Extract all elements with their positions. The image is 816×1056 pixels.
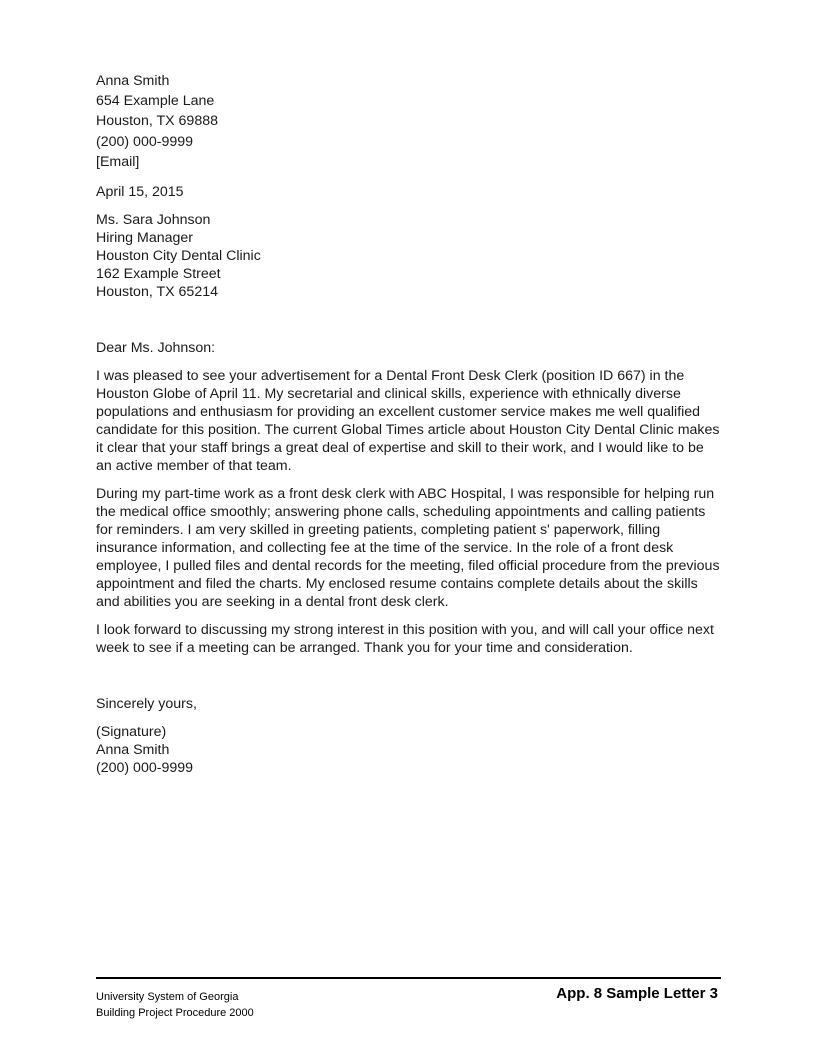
sender-city: Houston, TX 69888 [96,113,218,130]
footer-left-block [96,989,254,1021]
footer-doc: Building Project Procedure 2000 [96,1007,254,1019]
sender-street: 654 Example Lane [96,93,215,110]
closing: Sincerely yours, [96,696,197,712]
footer-label: App. 8 Sample Letter 3 [556,985,718,1002]
salutation: Dear Ms. Johnson: [96,340,216,356]
recipient-company: Houston City Dental Clinic [96,248,261,264]
recipient-city: Houston, TX 65214 [96,284,218,300]
recipient-title: Hiring Manager [96,230,193,246]
sender-phone: (200) 000-9999 [96,133,194,150]
signature-phone: (200) 000-9999 [96,760,194,776]
recipient-street: 162 Example Street [96,266,221,282]
body-paragraph-1: I was pleased to see your advertisement for a Dental Front Desk Clerk (position ID 667) in the Houston Globe of April 11. My secretarial and clinical skills, experience with ethnically diverse populations and enthusiasm for providing an excellent customer service makes me well qualified candidate for this position. The current Global Times article about Houston City Dental Clinic makes it clear that your staff brings a great deal of expertise and skill to their work, and I would like to be an active member of that team. [96,368,720,474]
sender-address-block [96,71,720,172]
footer-org: University System of Georgia [96,991,239,1003]
signature-name: Anna Smith [96,742,170,758]
signature-block [96,723,720,777]
body-paragraph-2: During my part-time work as a front desk clerk with ABC Hospital, I was responsible for helping run the medical office smoothly; answering phone calls, scheduling appointments and calling patients for reminders. I am very skilled in greeting patients, completing patient s' paperwork, filling insurance information, and collecting fee at the time of the service. In the role of a front desk employee, I pulled files and dental records for the meeting, filed official procedure from the previous appointment and filed the charts. My enclosed resume contains complete details about the skills and abilities you are seeking in a dental front desk clerk. [96,486,720,610]
signature-placeholder: (Signature) [96,724,167,740]
recipient-name: Ms. Sara Johnson [96,212,211,228]
footer-divider [96,977,721,979]
sender-email: [Email] [96,153,140,170]
letter-date: April 15, 2015 [96,184,184,200]
sender-name: Anna Smith [96,73,170,89]
body-paragraph-3: I look forward to discussing my strong interest in this position with you, and will call your office next week to see if a meeting can be arranged. Thank you for your time and consideration. [96,622,714,656]
recipient-address-block [96,211,720,301]
